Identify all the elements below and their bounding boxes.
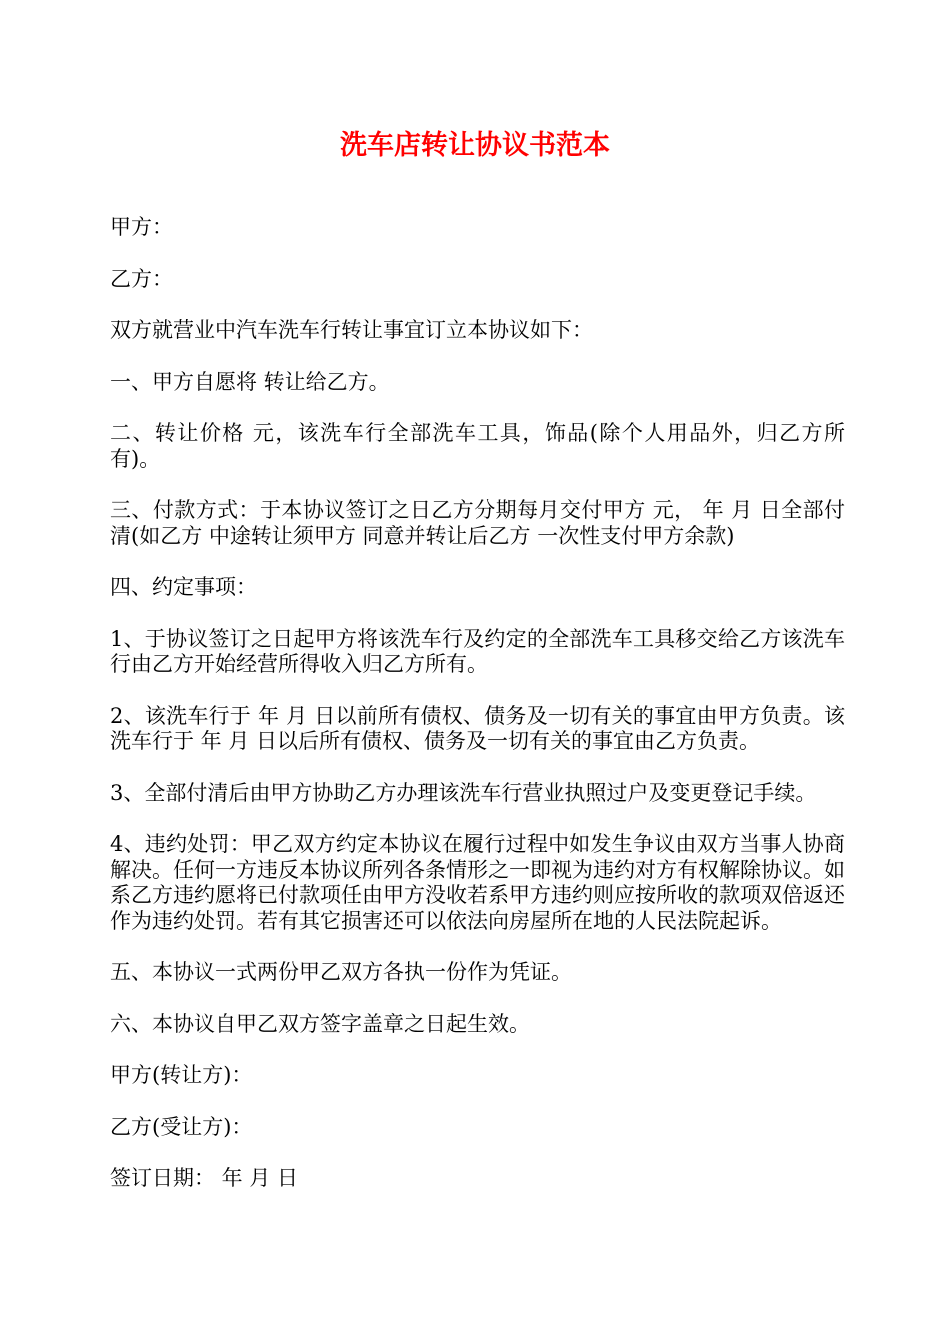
item-1: 1、于协议签订之日起甲方将该洗车行及约定的全部洗车工具移交给乙方该洗车行由乙方开始经营所得收入归乙方所有。 — [110, 626, 845, 676]
item-2: 2、该洗车行于 年 月 日以前所有债权、债务及一切有关的事宜由甲方负责。该洗车行于 年 月 日以后所有债权、债务及一切有关的事宜由乙方负责。 — [110, 703, 845, 753]
signing-date: 签订日期： 年 月 日 — [110, 1166, 299, 1190]
preamble: 双方就营业中汽车洗车行转让事宜订立本协议如下： — [110, 318, 593, 342]
clause-6: 六、本协议自甲乙双方签字盖章之日起生效。 — [110, 1011, 530, 1036]
clause-2: 二、转让价格 元，该洗车行全部洗车工具，饰品(除个人用品外，归乙方所有)。 — [110, 421, 845, 471]
clause-4-heading: 四、约定事项： — [110, 575, 257, 599]
clause-1: 一、甲方自愿将 转让给乙方。 — [110, 369, 390, 394]
clause-5: 五、本协议一式两份甲乙双方各执一份作为凭证。 — [110, 960, 572, 984]
signature-party-b: 乙方(受让方)： — [110, 1114, 253, 1139]
clause-3: 三、付款方式：于本协议签订之日乙方分期每月交付甲方 元， 年 月 日全部付清(如乙方 中途转让须甲方 同意并转让后乙方 一次性支付甲方余款) — [110, 498, 845, 548]
document-body — [110, 215, 845, 1218]
document-title: 洗车店转让协议书范本 — [340, 130, 610, 161]
signature-party-a: 甲方(转让方)： — [110, 1063, 253, 1087]
item-4: 4、违约处罚：甲乙双方约定本协议在履行过程中如发生争议由双方当事人协商解决。任何一方违反本协议所列各条情形之一即视为违约对方有权解除协议。如系乙方违约愿将已付款项任由甲方没收若系甲方违约则应按所收的款项双倍返还作为违约处罚。若有其它损害还可以依法向房屋所在地的人民法院起诉。 — [110, 832, 845, 933]
party-a-line: 甲方： — [110, 215, 173, 239]
party-b-line: 乙方： — [110, 266, 173, 291]
item-3: 3、全部付清后由甲方协助乙方办理该洗车行营业执照过户及变更登记手续。 — [110, 780, 817, 805]
